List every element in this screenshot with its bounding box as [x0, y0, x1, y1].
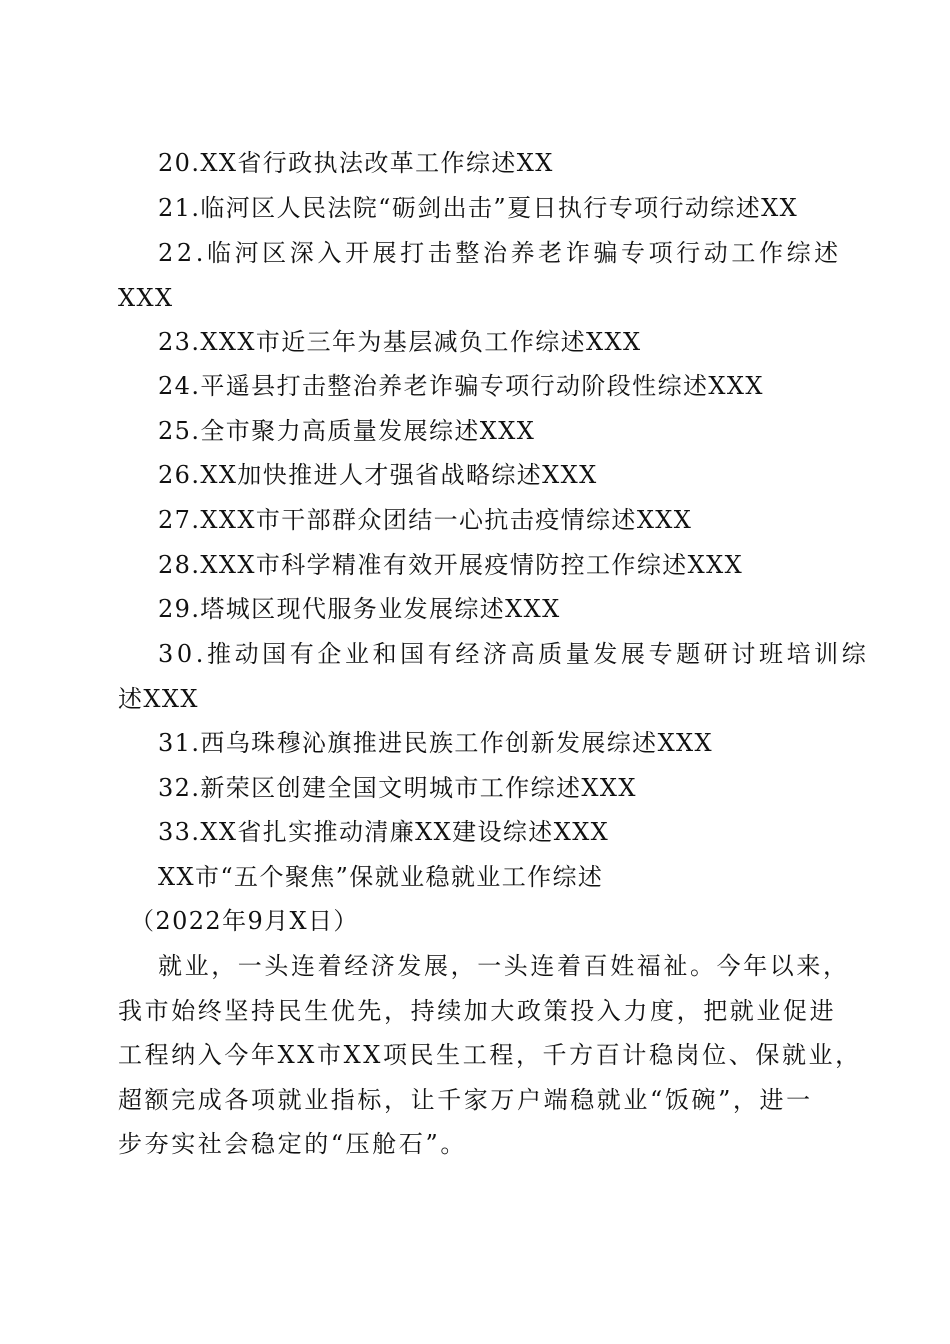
article-date: （2022年9月X日） — [130, 907, 359, 935]
list-item: 32.新荣区创建全国文明城市工作综述XXX — [158, 774, 637, 802]
paragraph-line: 就业，一头连着经济发展，一头连着百姓福祉。今年以来， — [158, 952, 850, 980]
list-item: 27.XXX市干部群众团结一心抗击疫情综述XXX — [158, 506, 693, 534]
list-item: 23.XXX市近三年为基层减负工作综述XXX — [158, 328, 642, 356]
list-item: 21.临河区人民法院“砺剑出击”夏日执行专项行动综述XX — [158, 194, 799, 222]
paragraph-line: 超额完成各项就业指标，让千家万户端稳就业“饭碗”，进一 — [118, 1086, 813, 1114]
list-item: 25.全市聚力高质量发展综述XXX — [158, 417, 536, 445]
list-item: 30.推动国有企业和国有经济高质量发展专题研讨班培训综 — [158, 640, 870, 668]
list-item: 20.XX省行政执法改革工作综述XX — [158, 149, 554, 177]
paragraph-line: 工程纳入今年XX市XX项民生工程，千方百计稳岗位、保就业， — [118, 1041, 862, 1069]
list-item: 26.XX加快推进人才强省战略综述XXX — [158, 461, 598, 489]
article-title: XX市“五个聚焦”保就业稳就业工作综述 — [158, 863, 604, 891]
paragraph-line: 我市始终坚持民生优先，持续加大政策投入力度，把就业促进 — [118, 997, 837, 1025]
list-item-continuation: XXX — [118, 284, 174, 312]
list-item: 22.临河区深入开展打击整治养老诈骗专项行动工作综述 — [158, 239, 842, 267]
list-item: 28.XXX市科学精准有效开展疫情防控工作综述XXX — [158, 551, 744, 579]
list-item-continuation: 述XXX — [118, 685, 199, 713]
paragraph-line: 步夯实社会稳定的“压舱石”。 — [118, 1130, 467, 1158]
list-item: 31.西乌珠穆沁旗推进民族工作创新发展综述XXX — [158, 729, 714, 757]
list-item: 24.平遥县打击整治养老诈骗专项行动阶段性综述XXX — [158, 372, 764, 400]
list-item: 33.XX省扎实推动清廉XX建设综述XXX — [158, 818, 610, 846]
list-item: 29.塔城区现代服务业发展综述XXX — [158, 595, 561, 623]
